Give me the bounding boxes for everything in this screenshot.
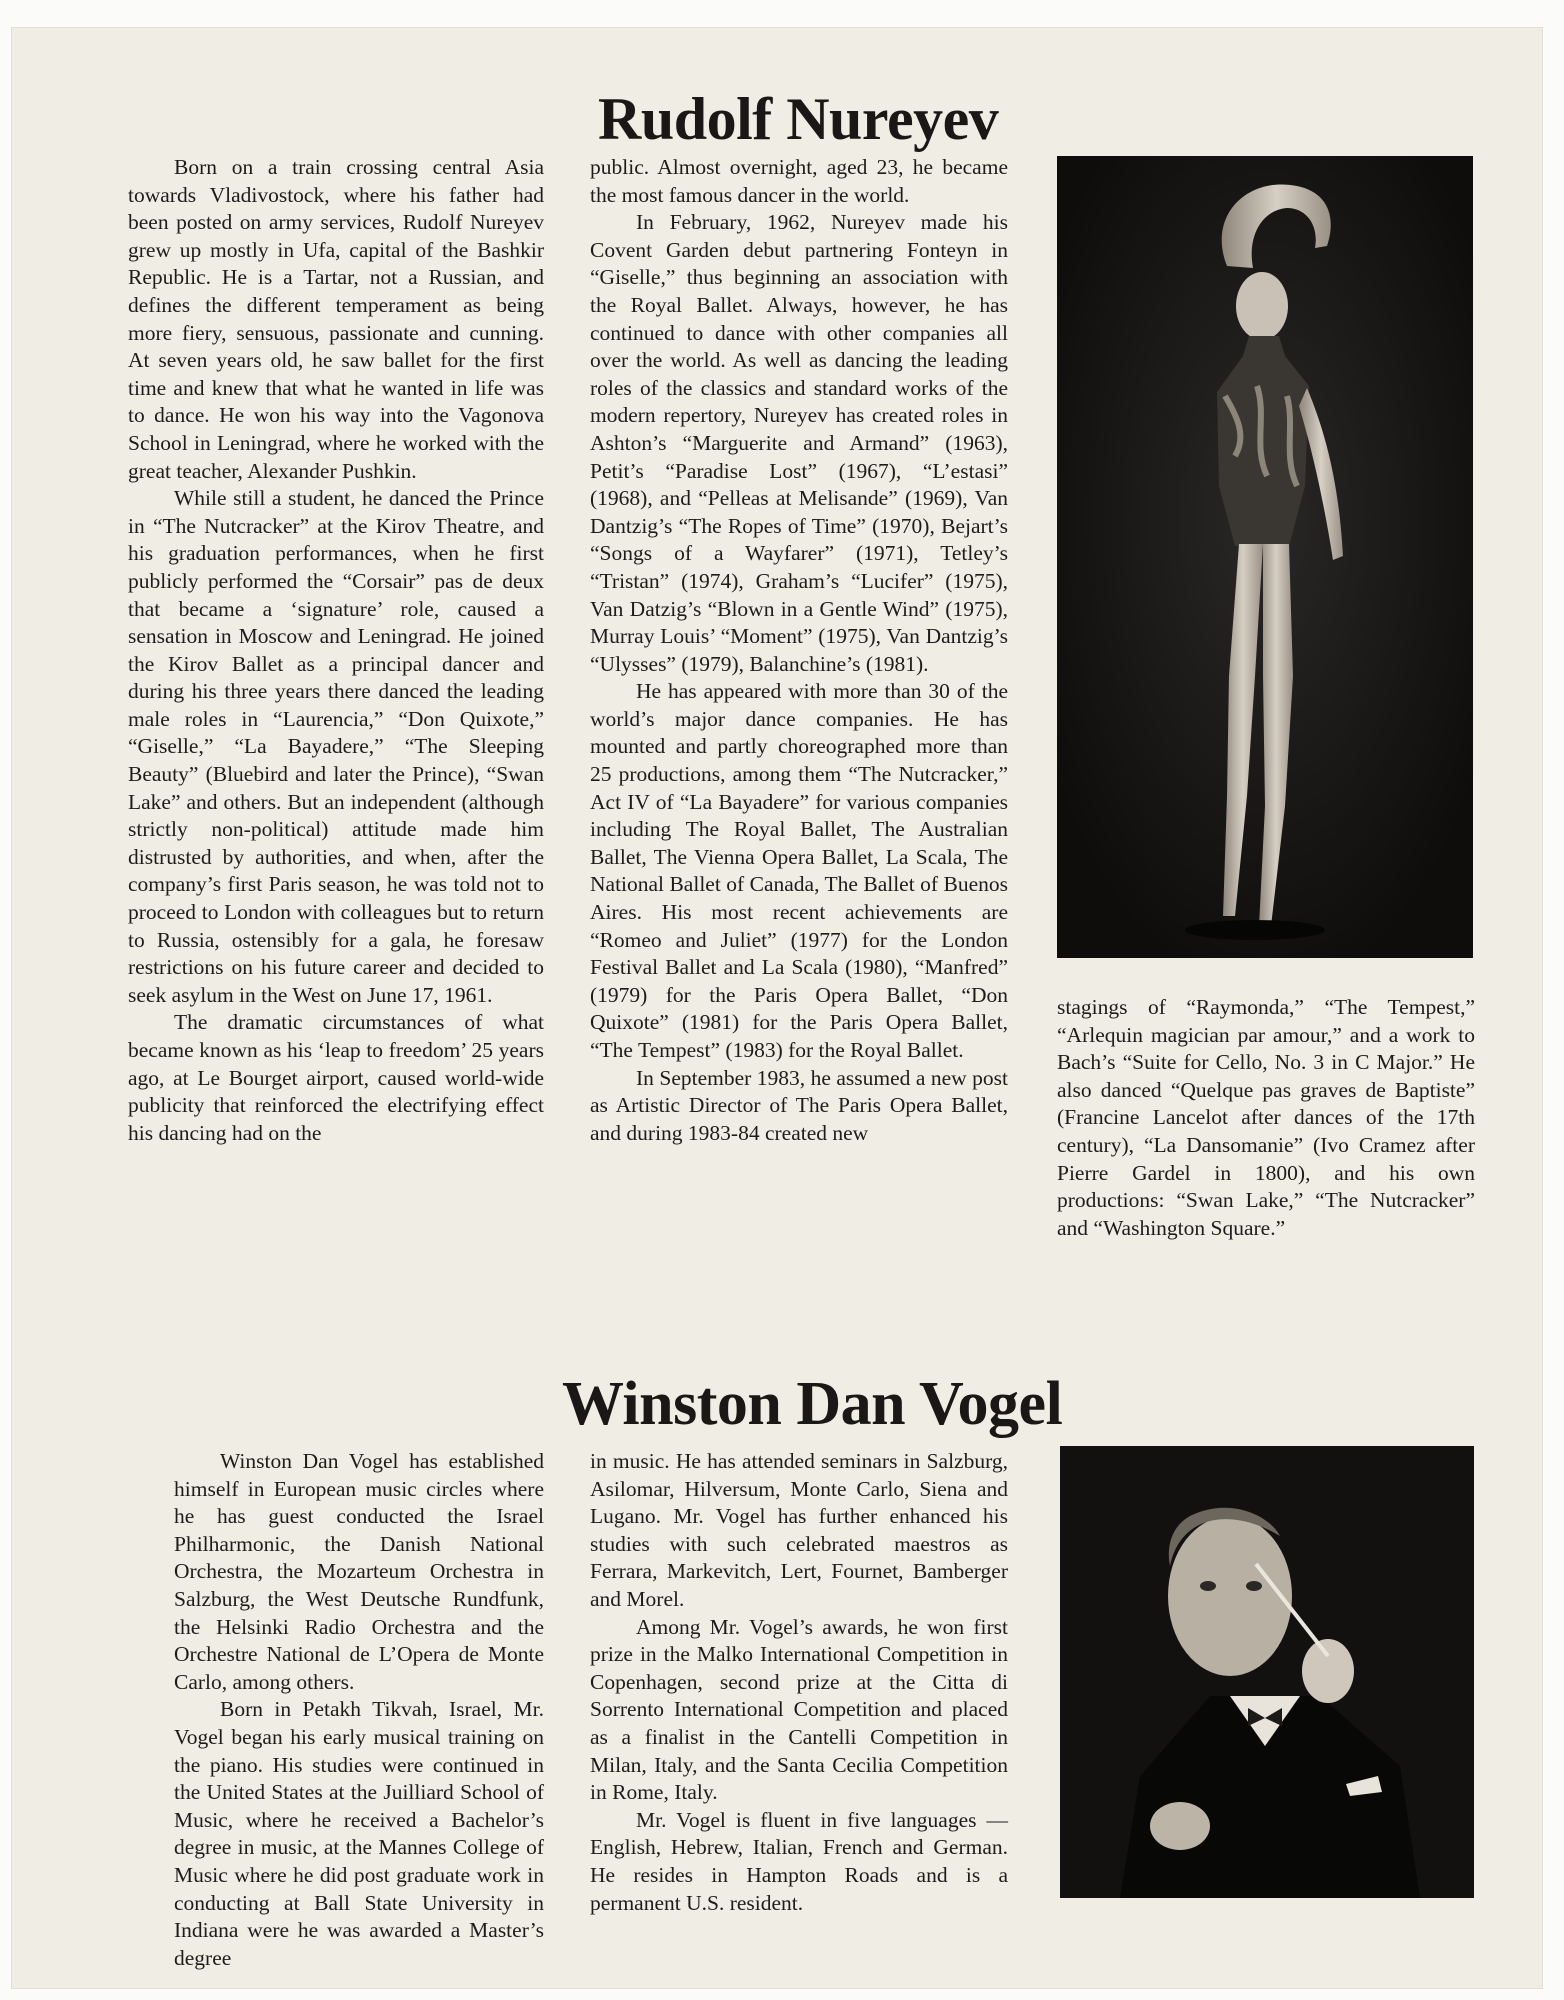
paragraph: public. Almost overnight, aged 23, he became the most famous dancer in the world. xyxy=(590,155,1008,207)
paragraph: stagings of “Raymonda,” “The Tempest,” “Arlequin magician par amour,” and a work to Bach’s “Suite for Cello, No. 3 in C Major.” He also danced “Quelque pas graves de Baptiste” (Francine Lancelot after dances of the 17th century), “La Dansomanie” (Ivo Cramez after Pierre Gardel in 1800), and his own productions: “Swan Lake,” “The Nutcracker” and “Washington Square.” xyxy=(1057,995,1475,1240)
program-page xyxy=(12,28,1542,1988)
paragraph: Born on a train crossing central Asia towards Vladivostock, where his father had been posted on army services, Rudolf Nureyev grew up mostly in Ufa, capital of the Bashkir Republic. He is a Tartar, not a Russian, and defines the different temperament as being more fiery, sensuous, passionate and cunning. At seven years old, he saw ballet for the first time and knew that what he wanted in life was to dance. He won his way into the Vagonova School in Leningrad, where he worked with the great teacher, Alexander Pushkin. xyxy=(128,155,544,483)
vogel-column-1 xyxy=(174,1448,544,1972)
nureyev-column-2 xyxy=(590,154,1008,1147)
dancer-figure-image xyxy=(1057,156,1473,958)
paragraph: While still a student, he danced the Prince in “The Nutcracker” at the Kirov Theatre, and his graduation performances, when he first publicly performed the “Corsair” pas de deux that became a ‘signature’ role, caused a sensation in Moscow and Leningrad. He joined the Kirov Ballet as a principal dancer and during his three years there danced the leading male roles in “Laurencia,” “Don Quixote,” “Giselle,” “La Bayadere,” “The Sleeping Beauty” (Bluebird and later the Prince), “Swan Lake” and others. But an independent (although strictly non-political) attitude made him distrusted by authorities, and when, after the company’s first Paris season, he was told not to proceed to London with colleagues but to return to Russia, ostensibly for a gala, he foresaw restrictions on his future career and decided to seek asylum in the West on June 17, 1961. xyxy=(128,486,544,1007)
nureyev-photo xyxy=(1057,156,1473,958)
conductor-portrait-image xyxy=(1060,1446,1474,1898)
paragraph: In September 1983, he assumed a new post as Artistic Director of The Paris Opera Ballet, and during 1983-84 created new xyxy=(590,1065,1008,1145)
paragraph: in music. He has attended seminars in Salzburg, Asilomar, Hilversum, Monte Carlo, Siena and Lugano. Mr. Vogel has further enhanced his studies with such celebrated maestros as Ferrara, Markevitch, Lert, Fournet, Bamberger and Morel. xyxy=(590,1449,1008,1611)
paragraph: He has appeared with more than 30 of the world’s major dance companies. He has mounted and partly choreographed more than 25 productions, among them “The Nutcracker,” Act IV of “La Bayadere” for various companies including The Royal Ballet, The Australian Ballet, The Vienna Opera Ballet, La Scala, The National Ballet of Canada, The Ballet of Buenos Aires. His most recent achievements are “Romeo and Juliet” (1977) for the London Festival Ballet and La Scala (1980), “Manfred” (1979) for the Paris Opera Ballet, “Don Quixote” (1981) for the Paris Opera Ballet, “The Tempest” (1983) for the Royal Ballet. xyxy=(590,679,1008,1062)
paragraph: Among Mr. Vogel’s awards, he won first prize in the Malko International Competition in Copenhagen, second prize at the Citta di Sorrento International Competition and placed as a finalist in the Cantelli Competition in Milan, Italy, and the Santa Cecilia Competition in Rome, Italy. xyxy=(590,1614,1008,1805)
nureyev-column-1 xyxy=(128,154,544,1147)
paragraph: In February, 1962, Nureyev made his Covent Garden debut partnering Fonteyn in “Giselle,” thus beginning an association with the Royal Ballet. Always, however, he has continued to dance with other companies all over the world. As well as dancing the leading roles of the classics and standard works of the modern repertory, Nureyev has created roles in Ashton’s “Marguerite and Armand” (1963), Petit’s “Paradise Lost” (1967), “L’estasi” (1968), and “Pelleas at Melisande” (1969), Van Dantzig’s “The Ropes of Time” (1970), Bejart’s “Songs of a Wayfarer” (1971), Tetley’s “Tristan” (1974), Graham’s “Lucifer” (1975), Van Datzig’s “Blown in a Gentle Wind” (1975), Murray Louis’ “Moment” (1975), Van Dantzig’s “Ulysses” (1979), Balanchine’s (1981). xyxy=(590,210,1008,676)
paragraph: Mr. Vogel is fluent in five languages — English, Hebrew, Italian, French and German. He resides in Hampton Roads and is a permanent U.S. resident. xyxy=(590,1807,1008,1915)
vogel-photo xyxy=(1060,1446,1474,1898)
nureyev-title: Rudolf Nureyev xyxy=(598,86,999,152)
paragraph: Born in Petakh Tikvah, Israel, Mr. Vogel began his early musical training on the piano. His studies were continued in the United States at the Juilliard School of Music, where he received a Bachelor’s degree in music, at the Mannes College of Music where he did post graduate work in conducting at Ball State University in Indiana were he was awarded a Master’s degree xyxy=(174,1697,544,1970)
vogel-title: Winston Dan Vogel xyxy=(562,1370,1063,1438)
vogel-column-2 xyxy=(590,1448,1008,1917)
nureyev-column-3 xyxy=(1057,994,1475,1242)
paragraph: The dramatic circumstances of what became known as his ‘leap to freedom’ 25 years ago, at Le Bourget airport, caused world-wide publicity that reinforced the electrifying effect his dancing had on the xyxy=(128,1010,544,1145)
paragraph: Winston Dan Vogel has established himself in European music circles where he has guest conducted the Israel Philharmonic, the Danish National Orchestra, the Mozarteum Orchestra in Salzburg, the West Deutsche Rundfunk, the Helsinki Radio Orchestra and the Orchestre National de L’Opera de Monte Carlo, among others. xyxy=(174,1449,544,1694)
